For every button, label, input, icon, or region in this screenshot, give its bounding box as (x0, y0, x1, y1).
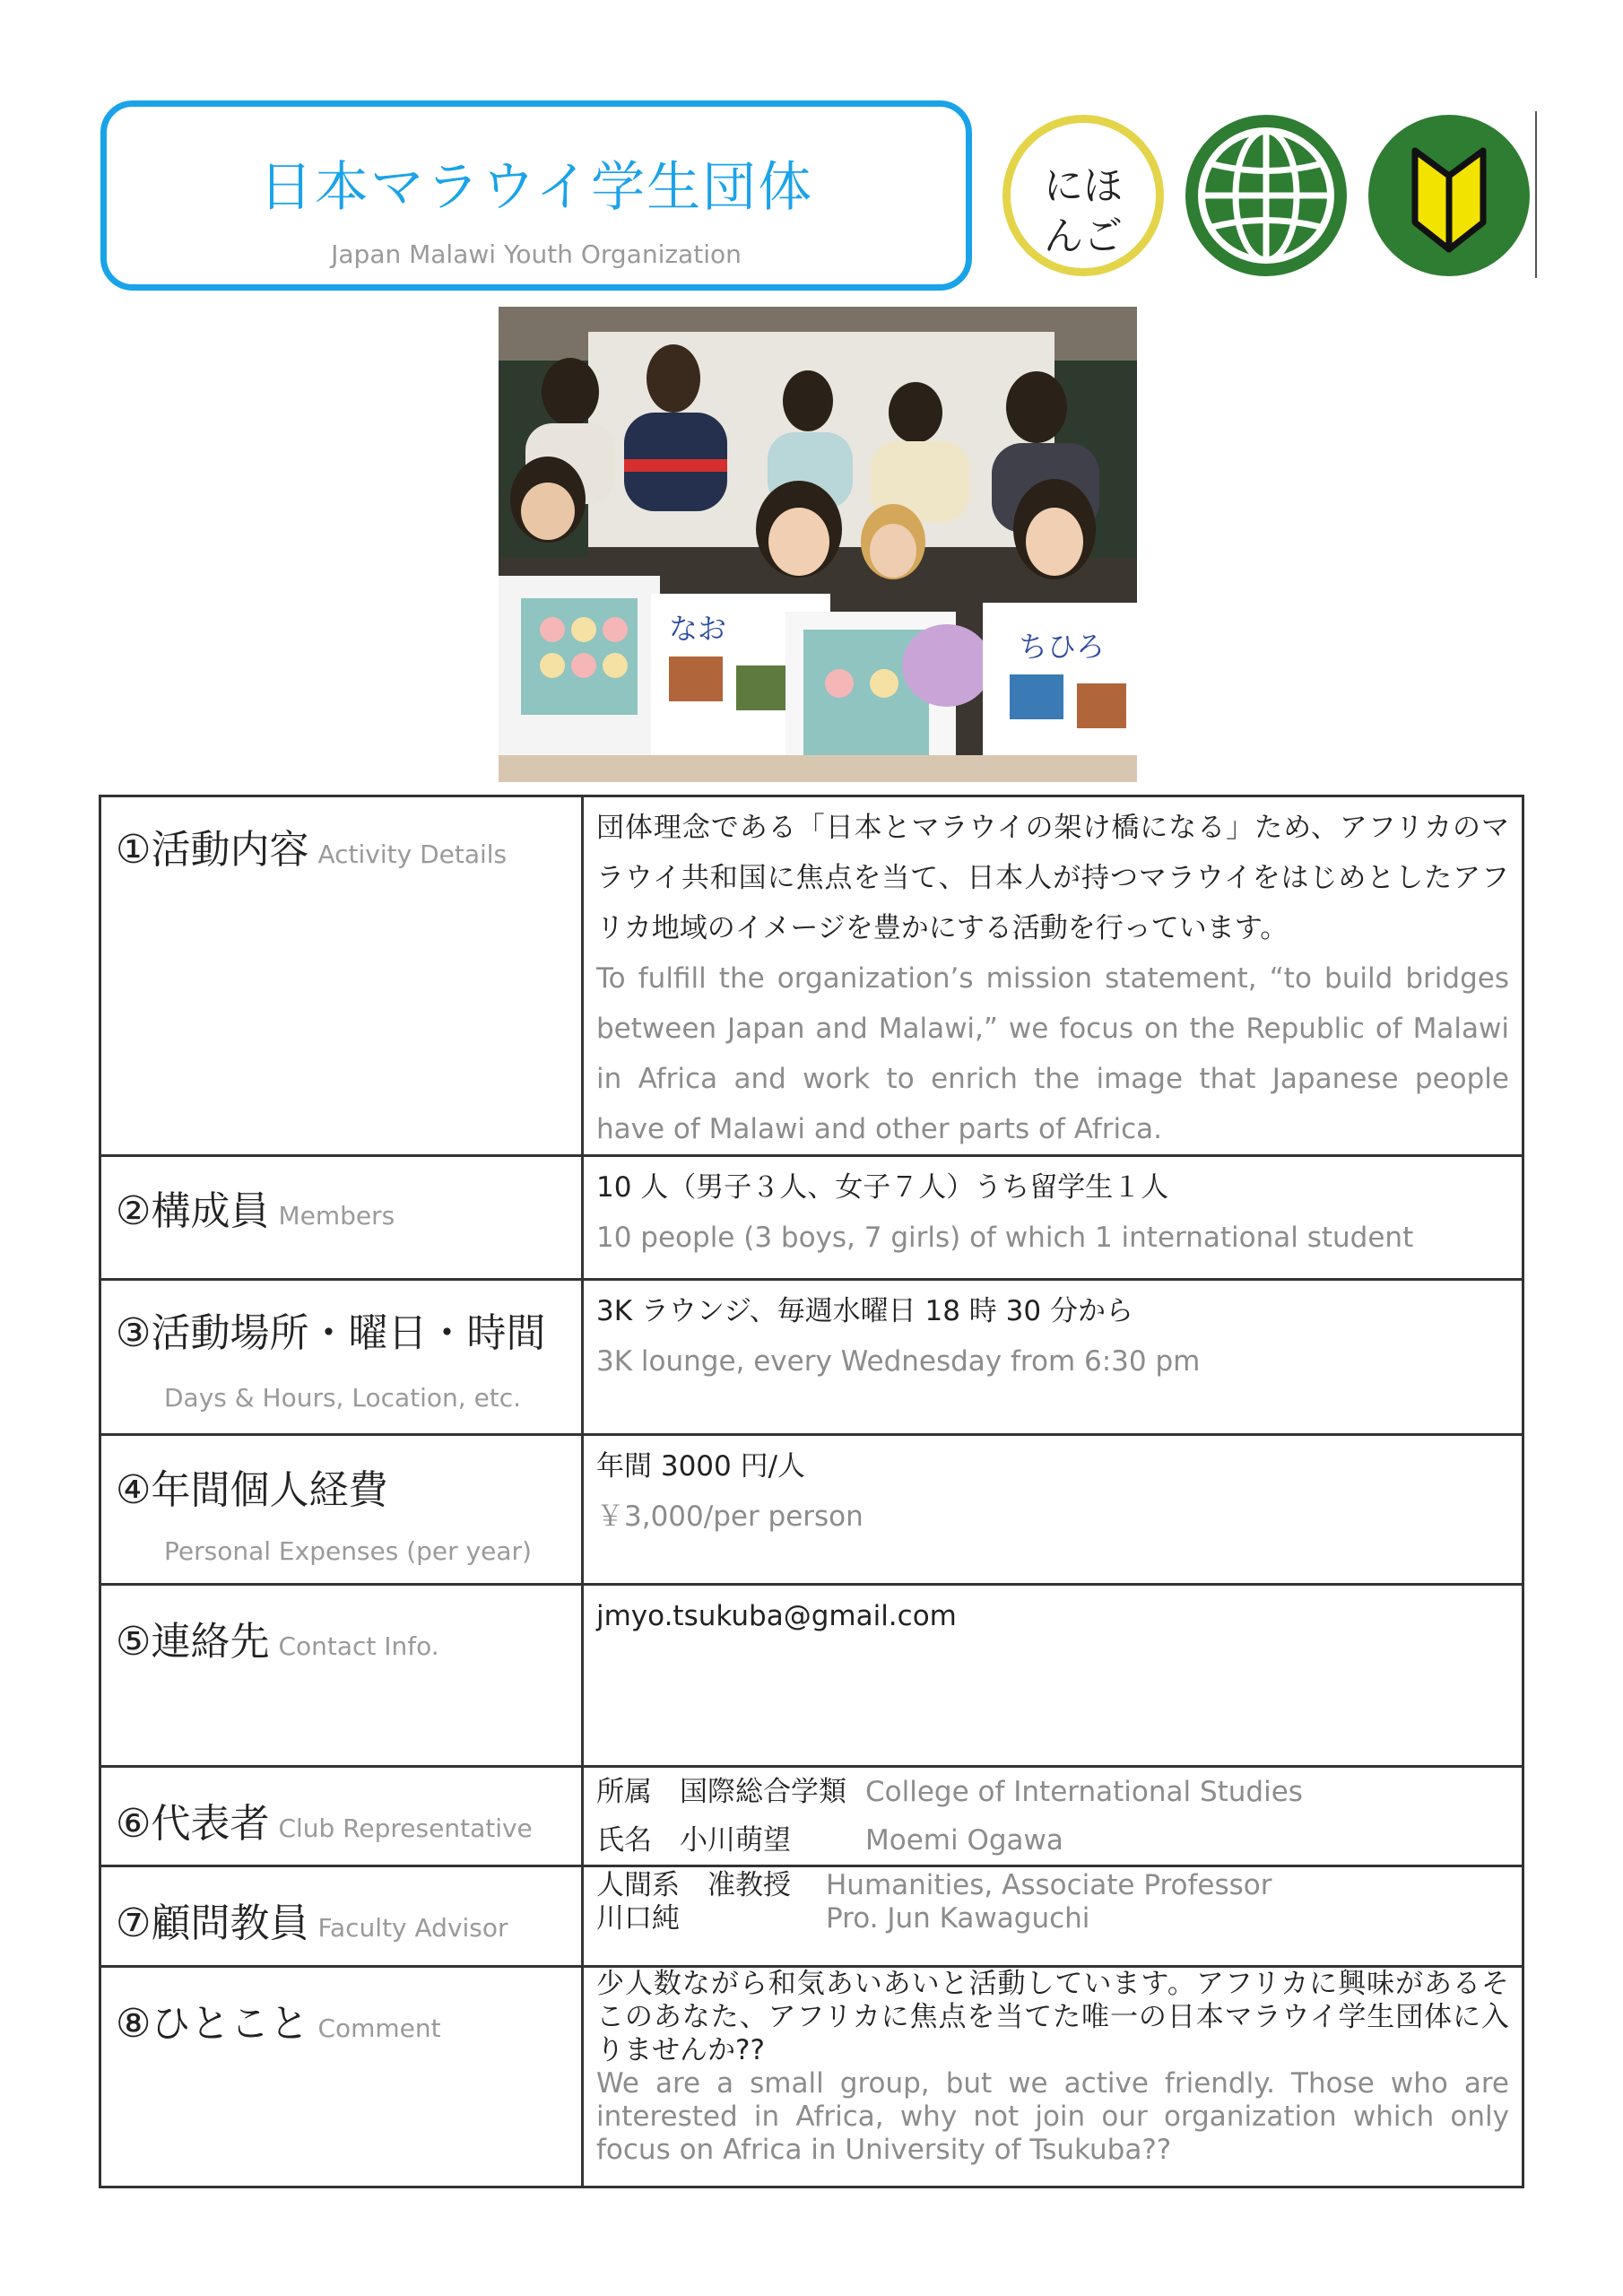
group-photo (499, 307, 1137, 782)
globe-icon (1185, 115, 1347, 276)
row-value-cell (583, 1767, 1523, 1866)
table-row (100, 1280, 1523, 1435)
row-value-cell (583, 1967, 1523, 2187)
row-label-cell (100, 1435, 583, 1585)
advisor-name-line (596, 1902, 1509, 1935)
row-label-jp: 顧問教員 (151, 1900, 309, 1946)
name-en: Moemi Ogawa (865, 1824, 1063, 1857)
row-label-cell (100, 1767, 583, 1866)
svg-text:なお: なお (669, 612, 727, 646)
page-subtitle: Japan Malawi Youth Organization (331, 239, 742, 269)
globe-badge (1185, 115, 1347, 276)
row-text-jp: 10 人（男子３人、女子７人）うち留学生１人 (596, 1171, 1169, 1204)
row-label-en: Members (278, 1201, 395, 1231)
table-row (100, 1866, 1523, 1967)
row-label-jp: 連絡先 (151, 1619, 270, 1665)
row-number: ④ (116, 1467, 152, 1513)
row-value-cell (583, 796, 1523, 1156)
name-line (596, 1816, 1509, 1865)
row-label-jp: 構成員 (151, 1188, 270, 1234)
row-label-jp: 活動場所・曜日・時間 (151, 1310, 546, 1356)
row-label-cell (100, 1866, 583, 1967)
row-text-en: ￥3,000/per person (596, 1500, 864, 1533)
name-jp: 氏名 小川萌望 (596, 1824, 791, 1857)
advisor-title-line (596, 1869, 1509, 1902)
row-label-jp: 代表者 (151, 1801, 270, 1847)
row-text-jp: 少人数ながら和気あいあいと活動しています。アフリカに興味があるそこのあなた、アフリカに焦点を当てた唯一の日本マラウイ学生団体に入りませんか?? (596, 1968, 1509, 2066)
page-title: 日本マラウイ学生団体 (258, 156, 814, 219)
row-text-en: To fulfill the organization’s mission statement, “to build bridges between Japan and Malawi,” we focus on the Republic of Malawi in Africa and work to enrich the image that Japanese people have of Malawi and other parts of Africa. (596, 962, 1509, 1145)
row-value-cell (583, 1435, 1523, 1585)
row-value-cell (583, 1866, 1523, 1967)
advisor-name-jp: 川口純 (596, 1902, 680, 1935)
row-label-jp: ひとこと (151, 2001, 309, 2047)
row-text-jp: 3K ラウンジ、毎週水曜日 18 時 30 分から (596, 1295, 1133, 1327)
beginner-badge (1368, 115, 1530, 276)
table-row (100, 1967, 1523, 2187)
advisor-name-en: Pro. Jun Kawaguchi (826, 1902, 1090, 1935)
row-number: ⑤ (116, 1619, 152, 1665)
row-number: ⑧ (116, 2001, 152, 2047)
row-label-en: Faculty Advisor (317, 1913, 508, 1943)
row-label-cell (100, 1156, 583, 1280)
row-number: ② (116, 1188, 152, 1234)
affiliation-en: College of International Studies (865, 1776, 1303, 1808)
row-label-en: Club Representative (278, 1813, 533, 1843)
row-value-cell (583, 1585, 1523, 1767)
table-row (100, 796, 1523, 1156)
advisor-title-en: Humanities, Associate Professor (826, 1869, 1272, 1901)
title-box (100, 100, 972, 291)
nihongo-badge (1002, 115, 1164, 276)
row-label-en: Comment (317, 2013, 441, 2043)
contact-email[interactable]: jmyo.tsukuba@gmail.com (596, 1600, 957, 1632)
row-label-jp: 活動内容 (151, 827, 309, 873)
row-number: ③ (116, 1310, 152, 1356)
table-row (100, 1585, 1523, 1767)
beginner-mark-icon (1368, 115, 1530, 276)
affiliation-jp: 所属 国際総合学類 (596, 1776, 846, 1808)
row-text-jp: 年間 3000 円/人 (596, 1450, 806, 1483)
nihongo-badge-line1: にほ (1044, 163, 1123, 209)
row-number: ⑥ (116, 1801, 152, 1847)
row-value-cell (583, 1156, 1523, 1280)
row-text-en: We are a small group, but we active friendly. Those who are interested in Africa, why not join our organization which only focus on Africa in University of Tsukuba?? (596, 2067, 1509, 2166)
table-row (100, 1767, 1523, 1866)
row-number: ⑦ (116, 1900, 152, 1946)
table-row (100, 1435, 1523, 1585)
row-text-en: 10 people (3 boys, 7 girls) of which 1 international student (596, 1222, 1414, 1254)
row-label-en: Days & Hours, Location, etc. (164, 1383, 522, 1413)
row-text-jp: 団体理念である「日本とマラウイの架け橋になる」ため、アフリカのマラウイ共和国に焦点を当て、日本人が持つマラウイをはじめとしたアフリカ地域のイメージを豊かにする活動を行っています。 (596, 812, 1509, 944)
row-label-cell (100, 1585, 583, 1767)
row-text-en: 3K lounge, every Wednesday from 6:30 pm (596, 1345, 1201, 1378)
edge-divider (1535, 111, 1537, 278)
row-label-en: Contact Info. (278, 1631, 439, 1661)
row-label-cell (100, 1967, 583, 2187)
row-value-cell (583, 1280, 1523, 1435)
svg-text:ちひろ: ちひろ (1019, 630, 1106, 664)
info-table (99, 795, 1524, 2188)
table-row (100, 1156, 1523, 1280)
row-label-en: Activity Details (317, 839, 508, 869)
row-label-jp: 年間個人経費 (151, 1467, 388, 1513)
row-label-cell (100, 796, 583, 1156)
advisor-title-jp: 人間系 准教授 (596, 1869, 791, 1901)
row-number: ① (116, 827, 152, 873)
nihongo-badge-line2: んご (1044, 213, 1123, 259)
affiliation-line (596, 1768, 1509, 1816)
row-label-en: Personal Expenses (per year) (164, 1536, 532, 1566)
row-label-cell (100, 1280, 583, 1435)
